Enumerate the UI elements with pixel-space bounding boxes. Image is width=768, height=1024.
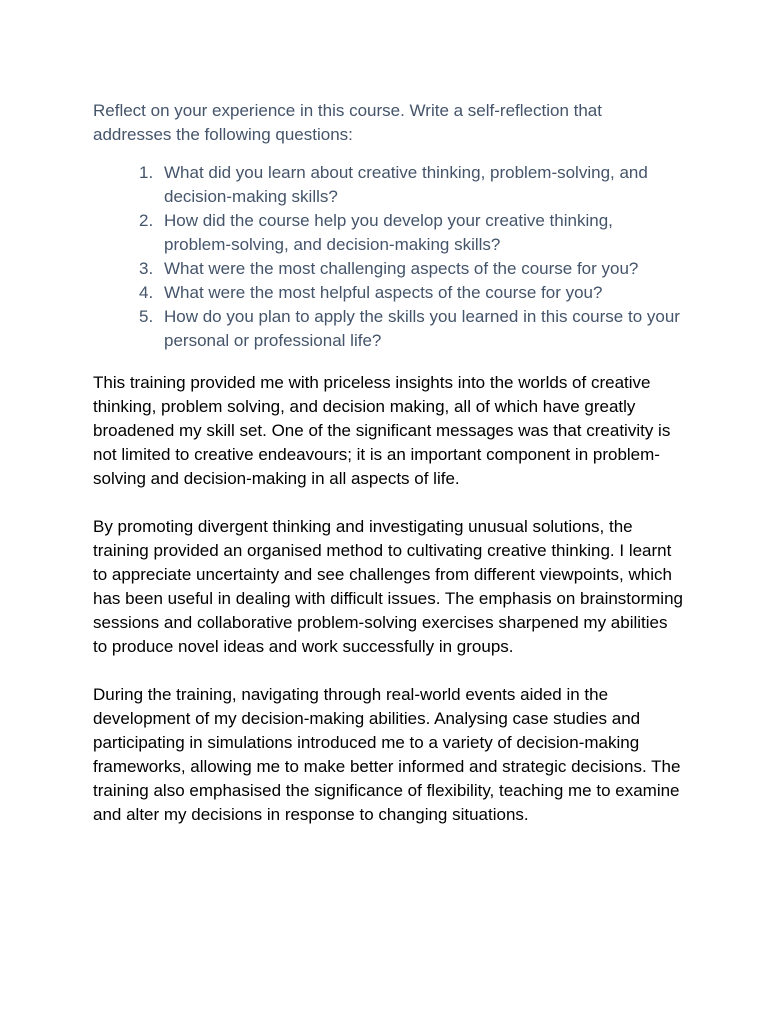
question-item [139, 305, 683, 353]
response-paragraph: This training provided me with priceless insights into the worlds of creative thinking, problem solving, and decision making, all of which have greatly broadened my skill set. One of the significant messages was that creativity is not limited to creative endeavours; it is an important component in problem-solving and decision-making in all aspects of life. [93, 373, 671, 488]
question-text: What were the most helpful aspects of the course for you? [164, 283, 603, 302]
question-item [139, 209, 683, 257]
response-paragraph: By promoting divergent thinking and investigating unusual solutions, the training provided an organised method to cultivating creative thinking. I learnt to appreciate uncertainty and see challenges from different viewpoints, which has been useful in dealing with difficult issues. The emphasis on brainstorming sessions and collaborative problem-solving exercises sharpened my abilities to produce novel ideas and work successfully in groups. [93, 517, 683, 656]
question-text: How do you plan to apply the skills you learned in this course to your personal or professional life? [164, 307, 680, 350]
question-item [139, 257, 683, 281]
question-number: 2. [139, 211, 154, 230]
question-text: What did you learn about creative thinking, problem-solving, and decision-making skills? [164, 163, 648, 206]
question-number: 5. [139, 307, 154, 326]
assignment-prompt-intro: Reflect on your experience in this course. Write a self-reflection that addresses the following questions: [93, 101, 602, 144]
question-text: What were the most challenging aspects of the course for you? [164, 259, 639, 278]
question-text: How did the course help you develop your creative thinking, problem-solving, and decision-making skills? [164, 211, 613, 254]
question-number: 1. [139, 163, 154, 182]
question-item [139, 161, 683, 209]
document-content [93, 99, 683, 827]
question-list [93, 161, 683, 353]
question-number: 3. [139, 259, 154, 278]
question-item [139, 281, 683, 305]
question-number: 4. [139, 283, 154, 302]
response-paragraph: During the training, navigating through real-world events aided in the development of my decision-making abilities. Analysing case studies and participating in simulations introduced me to a variety of decision-making frameworks, allowing me to make better informed and strategic decisions. The training also emphasised the significance of flexibility, teaching me to examine and alter my decisions in response to changing situations. [93, 685, 681, 824]
